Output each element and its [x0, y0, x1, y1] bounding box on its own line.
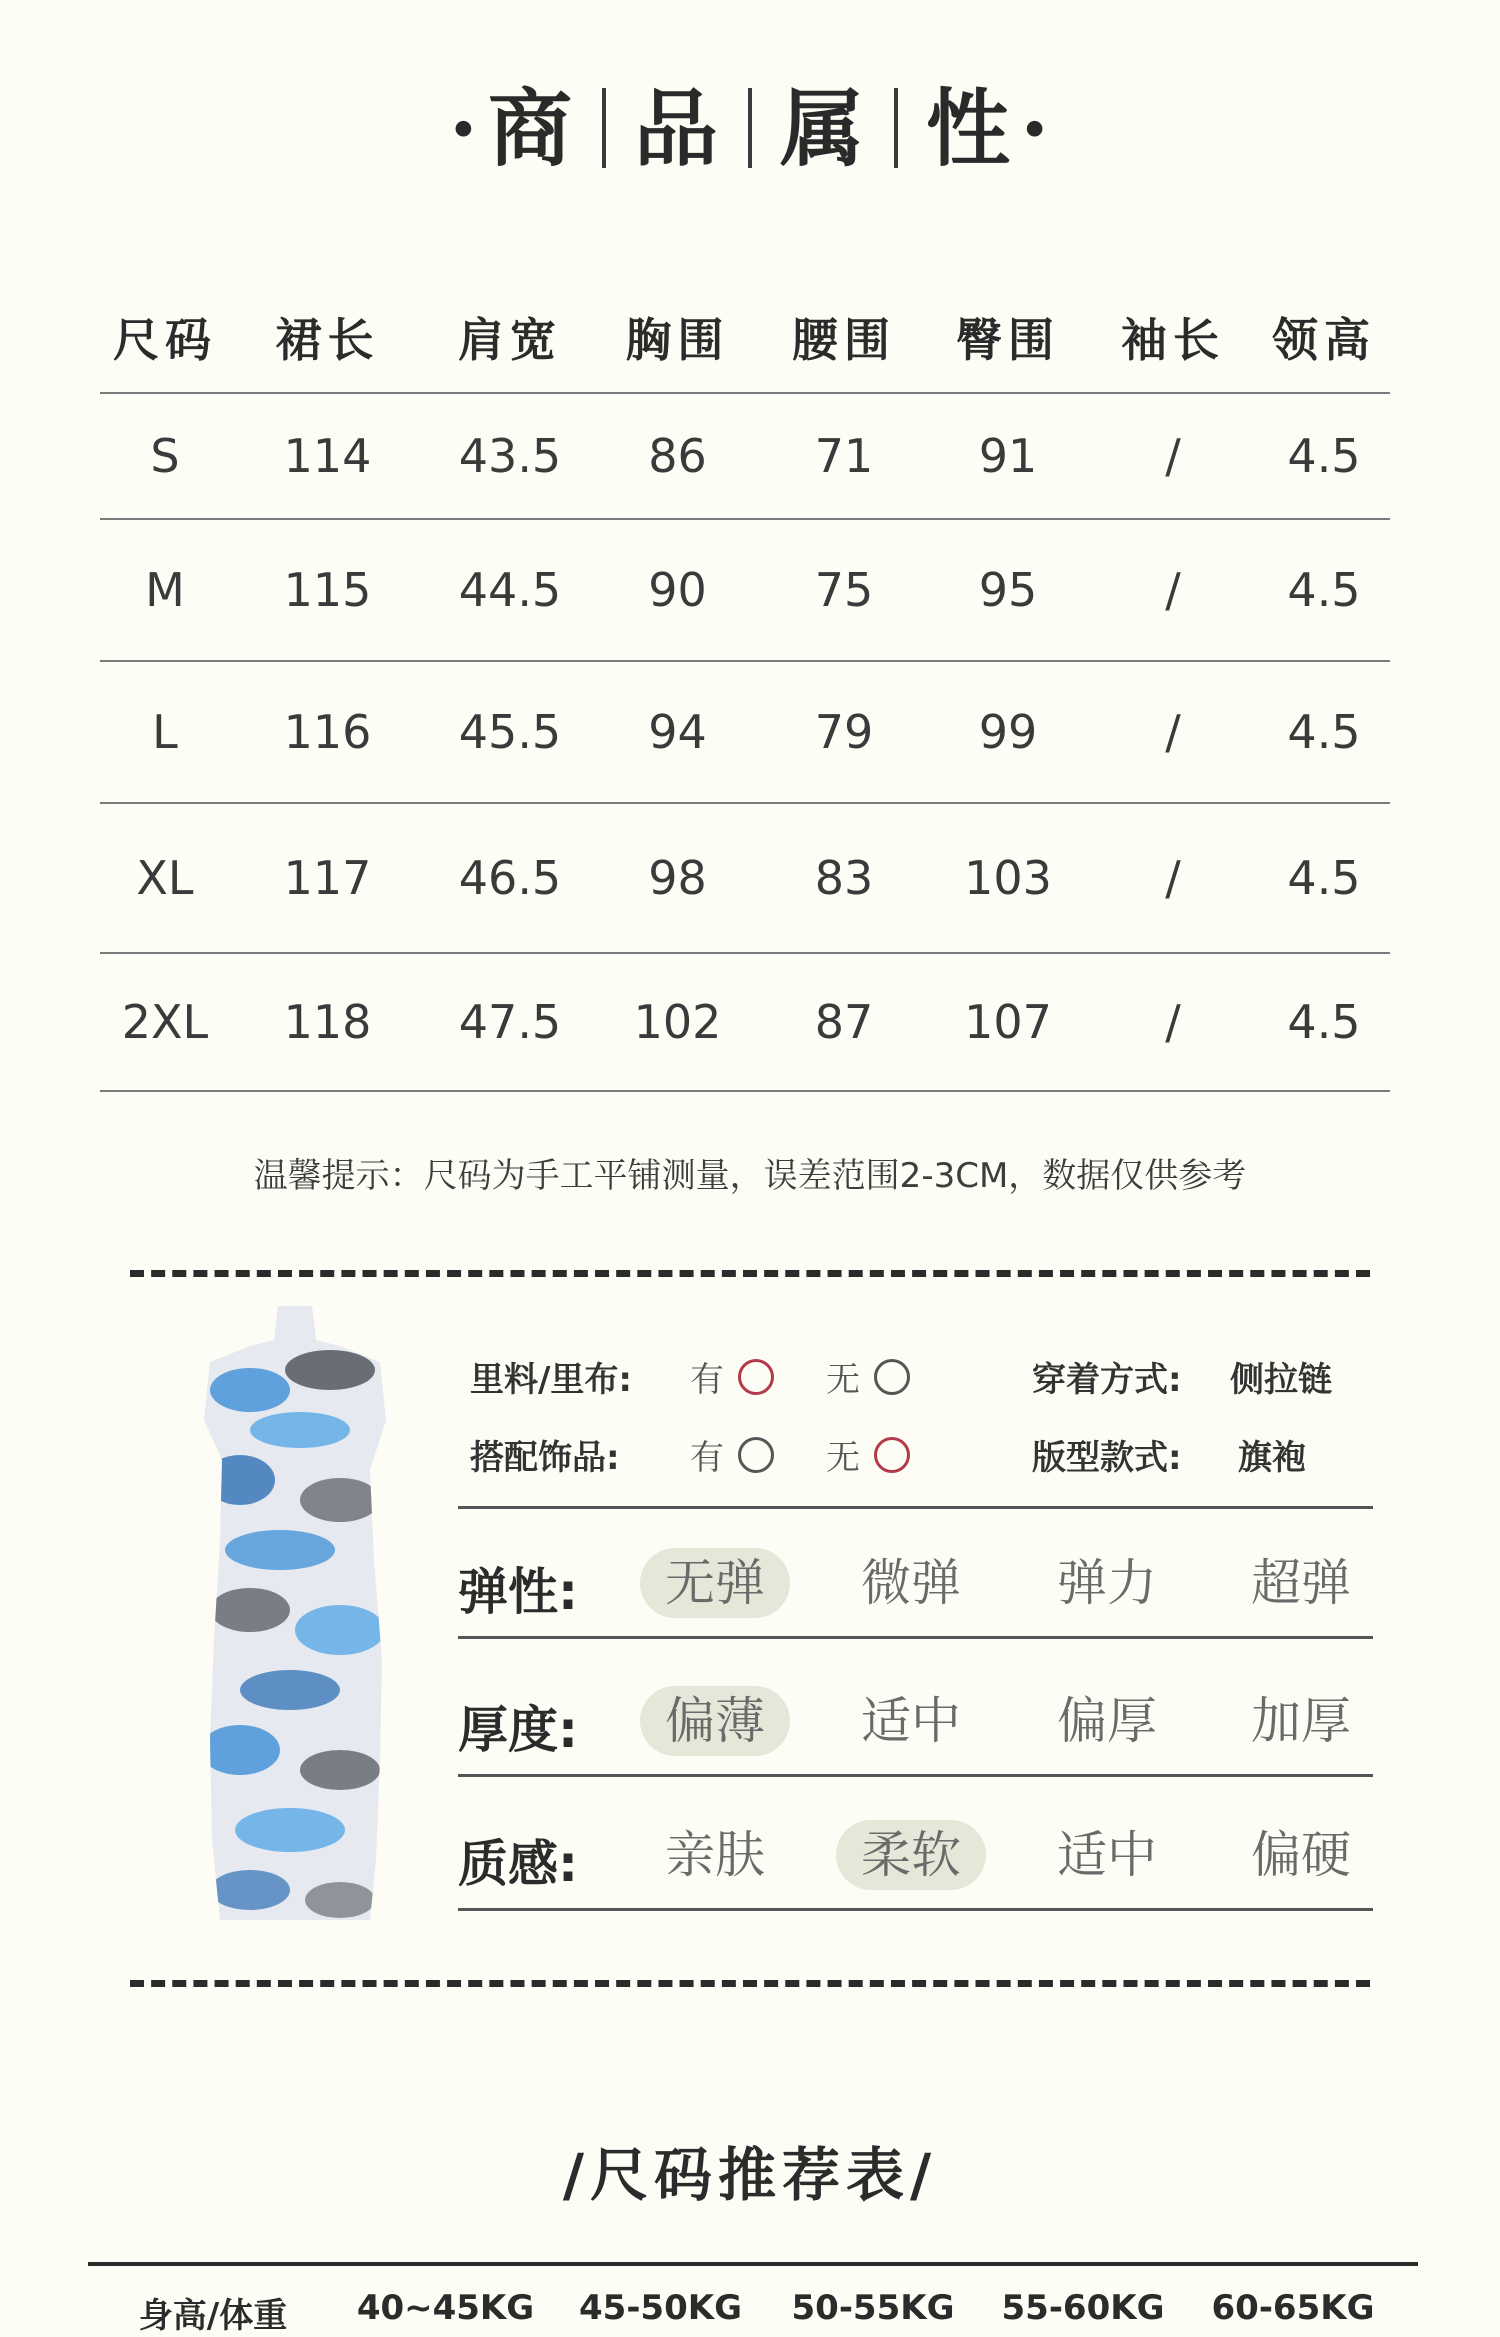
size-cell: XL — [136, 851, 194, 905]
check-icon — [738, 1359, 774, 1395]
size-cell: 95 — [978, 563, 1038, 617]
property-option[interactable]: 亲肤 — [665, 1826, 765, 1884]
header-sleeve: 袖长 — [1121, 313, 1225, 367]
size-cell: 45.5 — [458, 705, 562, 759]
size-row — [100, 804, 1390, 954]
lining-label: 里料/里布: — [470, 1360, 633, 1400]
size-cell: / — [1165, 705, 1181, 759]
size-table — [100, 282, 1390, 1092]
accessory-yes-option[interactable] — [690, 1430, 774, 1479]
size-cell: 47.5 — [458, 995, 562, 1049]
accessory-no-option[interactable] — [826, 1430, 910, 1479]
lining-no-label: 无 — [826, 1360, 860, 1400]
property-divider — [458, 1774, 1373, 1777]
lining-yes-option[interactable] — [690, 1352, 774, 1401]
size-cell: M — [145, 563, 185, 617]
size-cell: 99 — [978, 705, 1038, 759]
property-option[interactable]: 微弹 — [861, 1554, 961, 1612]
radio-icon — [874, 1359, 910, 1395]
recommend-header-row — [88, 2288, 1418, 2337]
property-option[interactable]: 适中 — [1057, 1826, 1157, 1884]
header-collar: 领高 — [1272, 313, 1376, 367]
size-row — [100, 662, 1390, 804]
size-row — [100, 394, 1390, 520]
wear-value: 侧拉链 — [1230, 1360, 1332, 1400]
title-divider — [894, 88, 898, 168]
property-option[interactable]: 偏硬 — [1251, 1826, 1351, 1884]
recommend-header-cell: 55-60KG — [1001, 2288, 1165, 2328]
wear-label: 穿着方式: — [1032, 1360, 1182, 1400]
dress-image — [190, 1300, 400, 1930]
size-cell: 4.5 — [1287, 995, 1361, 1049]
property-option[interactable]: 无弹 — [640, 1548, 790, 1618]
size-cell: / — [1165, 563, 1181, 617]
size-cell: 117 — [283, 851, 372, 905]
size-cell: 4.5 — [1287, 851, 1361, 905]
title-divider — [748, 88, 752, 168]
size-cell: 44.5 — [458, 563, 562, 617]
size-cell: / — [1165, 429, 1181, 483]
size-cell: 102 — [633, 995, 722, 1049]
size-cell: 103 — [964, 851, 1052, 905]
property-option[interactable]: 超弹 — [1251, 1554, 1351, 1612]
size-cell: 83 — [814, 851, 874, 905]
title-dot-right: · — [1020, 79, 1052, 178]
recommend-table-top-line — [88, 2262, 1418, 2266]
lining-no-option[interactable] — [826, 1352, 910, 1401]
size-cell: 4.5 — [1287, 563, 1361, 617]
property-divider — [458, 1908, 1373, 1911]
size-cell: 2XL — [121, 995, 209, 1049]
recommend-header-cell: 60-65KG — [1211, 2288, 1375, 2328]
size-cell: 86 — [648, 429, 707, 483]
page-title — [0, 62, 1500, 183]
title-char: 性 — [926, 79, 1013, 178]
title-divider — [602, 88, 606, 168]
header-size: 尺码 — [113, 313, 217, 367]
size-cell: 75 — [814, 563, 874, 617]
size-cell: 115 — [283, 563, 372, 617]
property-divider — [458, 1636, 1373, 1639]
size-cell: 71 — [814, 429, 874, 483]
size-cell: 46.5 — [458, 851, 562, 905]
title-char: 商 — [487, 79, 574, 178]
title-char: 属 — [780, 79, 867, 178]
property-label: 质感: — [458, 1835, 578, 1893]
style-value: 旗袍 — [1238, 1438, 1306, 1478]
title-dot-left: · — [448, 79, 480, 178]
title-char: 品 — [633, 79, 720, 178]
recommend-header-cell: 40~45KG — [356, 2288, 535, 2328]
dashed-divider — [130, 1270, 1370, 1277]
size-cell: 91 — [978, 429, 1038, 483]
size-cell: 90 — [648, 563, 707, 617]
size-cell: 114 — [283, 429, 372, 483]
size-cell: 98 — [648, 851, 707, 905]
lining-yes-label: 有 — [690, 1360, 724, 1400]
header-bust: 胸围 — [625, 313, 730, 367]
size-cell: L — [152, 705, 178, 759]
header-length: 裙长 — [275, 313, 380, 367]
measurement-tip: 温馨提示：尺码为手工平铺测量，误差范围2-3CM，数据仅供参考 — [253, 1156, 1247, 1196]
property-option[interactable]: 弹力 — [1057, 1554, 1157, 1612]
accessory-no-label: 无 — [826, 1438, 860, 1478]
style-label: 版型款式: — [1032, 1438, 1182, 1478]
radio-icon — [738, 1437, 774, 1473]
header-shoulder: 肩宽 — [458, 313, 562, 367]
size-row — [100, 954, 1390, 1092]
size-cell: 116 — [283, 705, 372, 759]
recommend-header-cell: 45-50KG — [579, 2288, 742, 2328]
size-cell: 94 — [648, 705, 707, 759]
size-table-header — [100, 282, 1390, 394]
header-hip: 臀围 — [956, 313, 1060, 367]
accessory-label: 搭配饰品: — [470, 1438, 620, 1478]
property-option[interactable]: 偏薄 — [640, 1686, 790, 1756]
recommend-header-cell: 50-55KG — [791, 2288, 955, 2328]
size-cell: 4.5 — [1287, 429, 1361, 483]
property-option[interactable]: 适中 — [861, 1692, 961, 1750]
size-cell: / — [1165, 995, 1181, 1049]
size-cell: 4.5 — [1287, 705, 1361, 759]
attribute-divider — [458, 1506, 1373, 1509]
property-option[interactable]: 加厚 — [1251, 1692, 1351, 1750]
size-recommend-title: /尺码推荐表/ — [562, 2141, 938, 2209]
size-row — [100, 520, 1390, 662]
header-waist: 腰围 — [792, 313, 896, 367]
property-label: 弹性: — [458, 1563, 578, 1621]
accessory-yes-label: 有 — [690, 1438, 724, 1478]
size-cell: 107 — [964, 995, 1052, 1049]
dashed-divider — [130, 1980, 1370, 1987]
recommend-header-cell: 身高/体重 — [138, 2296, 288, 2336]
size-cell: 118 — [283, 995, 372, 1049]
size-cell: / — [1165, 851, 1181, 905]
size-cell: 87 — [814, 995, 874, 1049]
property-option[interactable]: 偏厚 — [1057, 1692, 1157, 1750]
size-cell: S — [150, 429, 180, 483]
size-cell: 43.5 — [458, 429, 562, 483]
property-option[interactable]: 柔软 — [836, 1820, 986, 1890]
check-icon — [874, 1437, 910, 1473]
property-label: 厚度: — [458, 1701, 578, 1759]
size-cell: 79 — [814, 705, 874, 759]
